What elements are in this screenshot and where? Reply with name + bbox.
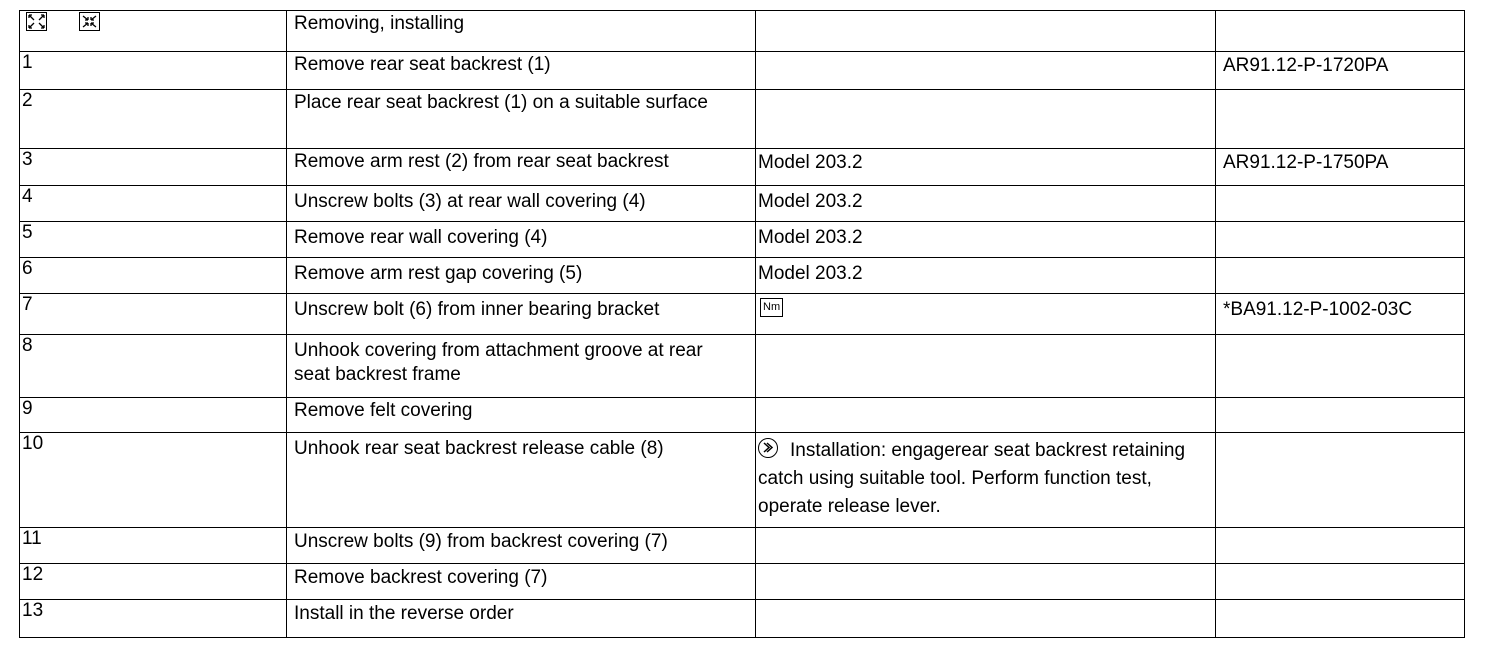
step-action: Unscrew bolts (3) at rear wall covering (4)	[287, 186, 756, 222]
collapse-arrows-icon[interactable]	[79, 12, 100, 31]
header-title: Removing, installing	[287, 11, 756, 52]
step-number: 12	[22, 564, 44, 585]
step-number: 1	[22, 52, 33, 73]
table-row	[20, 222, 1465, 258]
step-reference-link[interactable]	[1216, 186, 1465, 222]
header-ref-cell	[1216, 11, 1465, 52]
step-note	[756, 90, 1216, 149]
step-reference-link[interactable]	[1216, 433, 1465, 528]
step-number: 11	[22, 528, 42, 549]
table-row	[20, 398, 1465, 433]
step-action: Unhook covering from attachment groove at rear seat backrest frame	[287, 335, 756, 398]
step-note	[756, 528, 1216, 564]
step-reference-link[interactable]	[1216, 600, 1465, 638]
step-note: Model 203.2	[756, 258, 1216, 294]
step-number: 2	[22, 90, 33, 111]
table-row	[20, 564, 1465, 600]
step-reference-link[interactable]: *BA91.12-P-1002-03C	[1216, 294, 1465, 335]
table-header-row	[20, 11, 1465, 52]
step-reference-link[interactable]: AR91.12-P-1750PA	[1216, 149, 1465, 186]
step-reference-link[interactable]	[1216, 528, 1465, 564]
step-reference-link[interactable]	[1216, 222, 1465, 258]
header-note-cell	[756, 11, 1216, 52]
table-row	[20, 52, 1465, 90]
step-action: Unscrew bolt (6) from inner bearing bracket	[287, 294, 756, 335]
table-row	[20, 528, 1465, 564]
table-row	[20, 600, 1465, 638]
step-note: Model 203.2	[756, 149, 1216, 186]
installation-note-icon	[758, 438, 778, 458]
step-note	[756, 398, 1216, 433]
step-action: Unscrew bolts (9) from backrest covering (7)	[287, 528, 756, 564]
expand-arrows-icon[interactable]	[26, 12, 47, 31]
step-action: Remove rear seat backrest (1)	[287, 52, 756, 90]
step-number: 10	[22, 433, 44, 454]
step-note: Model 203.2	[756, 222, 1216, 258]
step-note	[756, 600, 1216, 638]
step-reference-link[interactable]	[1216, 258, 1465, 294]
step-action: Remove backrest covering (7)	[287, 564, 756, 600]
step-reference-link[interactable]	[1216, 564, 1465, 600]
step-number: 9	[22, 398, 33, 419]
step-note	[756, 52, 1216, 90]
step-note-cell	[756, 294, 1216, 335]
step-action: Place rear seat backrest (1) on a suitable surface	[287, 90, 756, 149]
step-action: Remove arm rest gap covering (5)	[287, 258, 756, 294]
table-row	[20, 335, 1465, 398]
step-number: 3	[22, 149, 33, 170]
step-action: Remove arm rest (2) from rear seat backrest	[287, 149, 756, 186]
step-note: Model 203.2	[756, 186, 1216, 222]
step-number: 8	[22, 335, 33, 356]
step-action: Remove felt covering	[287, 398, 756, 433]
torque-nm-icon[interactable]: Nm	[760, 298, 783, 317]
installation-note-text: Installation: engagerear seat backrest retaining catch using suitable tool. Perform function test, operate release lever.	[758, 440, 1186, 517]
step-reference-link[interactable]: AR91.12-P-1720PA	[1216, 52, 1465, 90]
installation-note-cell	[756, 433, 1216, 528]
table-row	[20, 258, 1465, 294]
table-row	[20, 186, 1465, 222]
step-number: 6	[22, 258, 33, 279]
step-number: 5	[22, 222, 33, 243]
table-row	[20, 294, 1465, 335]
step-action: Install in the reverse order	[287, 600, 756, 638]
step-action: Unhook rear seat backrest release cable (8)	[287, 433, 756, 528]
table-row	[20, 149, 1465, 186]
step-note	[756, 335, 1216, 398]
table-row	[20, 90, 1465, 149]
step-number: 7	[22, 294, 33, 315]
step-reference-link[interactable]	[1216, 335, 1465, 398]
step-action: Remove rear wall covering (4)	[287, 222, 756, 258]
table-row	[20, 433, 1465, 528]
header-icons-cell	[20, 11, 287, 52]
step-reference-link[interactable]	[1216, 90, 1465, 149]
step-note	[756, 564, 1216, 600]
step-reference-link[interactable]	[1216, 398, 1465, 433]
step-number: 13	[22, 600, 44, 621]
step-number: 4	[22, 186, 33, 207]
procedure-table	[19, 10, 1465, 638]
